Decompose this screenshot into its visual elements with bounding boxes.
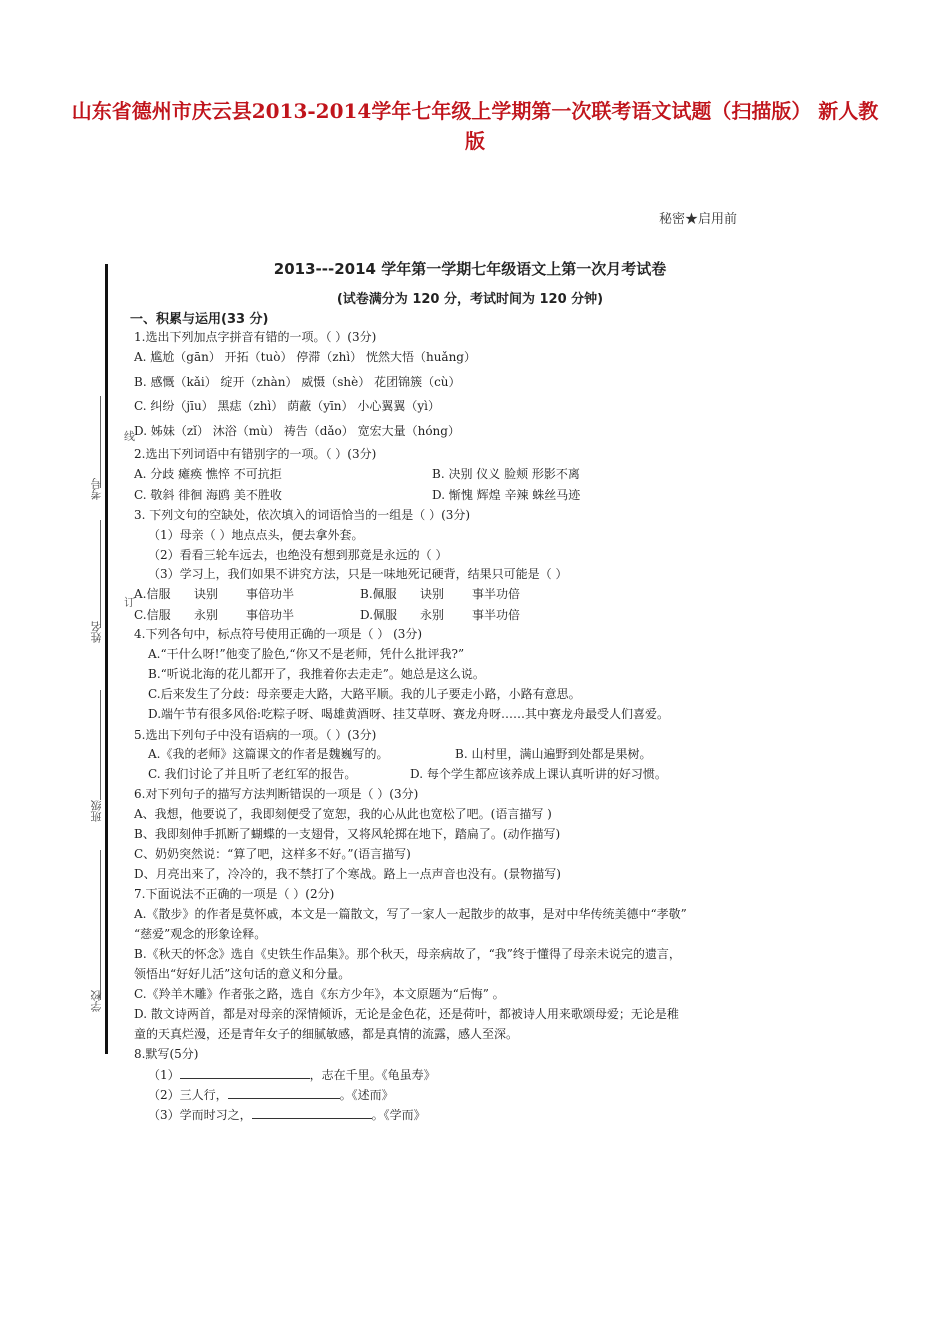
fill-blank[interactable] — [228, 1086, 340, 1099]
document-title: 山东省德州市庆云县2013-2014学年七年级上学期第一次联考语文试题（扫描版） 新人教版 — [71, 99, 879, 153]
side-label-exam-number: 考号 — [90, 478, 103, 500]
section-heading: 一、积累与运用(33 分) — [130, 312, 269, 327]
question-8-line-3 — [148, 1106, 426, 1123]
blank-prefix: （1） — [148, 1068, 180, 1082]
side-label-class: 班级 — [90, 800, 103, 822]
option-word: A.信服 — [134, 587, 171, 601]
question-7-option-c: C.《羚羊木雕》作者张之路，选自《东方少年》，本文原题为“后悔” 。 — [134, 987, 505, 1001]
question-6-option-d: D、月亮出来了，冷冷的，我不禁打了个寒战。路上一点声音也没有。(景物描写) — [134, 867, 561, 881]
question-6-option-b: B、我即刻伸手抓断了蝴蝶的一支翅骨，又将风轮掷在地下，踏扁了。(动作描写) — [134, 827, 561, 841]
option-word: 事半功倍 — [472, 608, 521, 622]
confidential-mark: 秘密★启用前 — [659, 212, 738, 227]
question-6-option-c: C、奶奶突然说：“算了吧，这样多不好。”(语言描写) — [134, 847, 411, 861]
question-5-option-c: C. 我们讨论了并且听了老红军的报告。 — [148, 767, 357, 781]
question-2-option-b: B. 决别 仪义 脸颊 形影不离 — [432, 467, 580, 481]
blank-suffix: 。《述而》 — [339, 1088, 394, 1102]
question-3-sentence-1: （1）母亲（ ）地点点头，便去拿外套。 — [148, 528, 364, 542]
side-label-school: 学校 — [90, 990, 103, 1012]
question-7-option-a: A.《散步》的作者是莫怀戚，本文是一篇散文，写了一家人一起散步的故事，是对中华传统美德中“孝敬” — [134, 907, 687, 921]
exam-subtitle: (试卷满分为 120 分，考试时间为 120 分钟) — [336, 292, 604, 307]
question-7-option-d: D. 散文诗两首，都是对母亲的深情倾诉，无论是金色花，还是荷叶，都被诗人用来歌颂母爱；无论是稚 — [134, 1007, 679, 1021]
side-blank-line — [100, 396, 101, 488]
question-7-option-b-cont: 领悟出“好好儿活”这句话的意义和分量。 — [134, 967, 351, 981]
question-3-sentence-3: （3）学习上，我们如果不讲究方法，只是一味地死记硬背，结果只可能是（ ） — [148, 567, 568, 581]
binding-line — [105, 264, 108, 1054]
fill-blank[interactable] — [180, 1066, 310, 1079]
blank-suffix: 。《学而》 — [371, 1108, 426, 1122]
question-3-stem: 3. 下列文句的空缺处，依次填入的词语恰当的一组是（ ）(3分) — [134, 508, 471, 522]
side-mark-bind: 订 — [124, 596, 135, 609]
question-2-option-d: D. 惭愧 辉煌 辛辣 蛛丝马迹 — [432, 488, 581, 502]
question-3-sentence-2: （2）看看三轮车远去，也绝没有想到那竟是永远的（ ） — [148, 548, 448, 562]
question-1-option-d: D. 姊妹（zǐ） 沐浴（mù） 祷告（dǎo） 宽宏大量（hóng） — [134, 424, 460, 438]
question-4-option-a: A.“干什么呀!”他变了脸色,“你又不是老师，凭什么批评我?” — [148, 647, 465, 661]
question-7-option-d-cont: 童的天真烂漫，还是青年女子的细腻敏感，都是真情的流露，感人至深。 — [134, 1027, 519, 1041]
option-word: 诀别 — [194, 587, 219, 601]
exam-title: 2013---2014 学年第一学期七年级语文上第一次月考试卷 — [273, 260, 667, 278]
question-1-option-c: C. 纠纷（jīu） 黑痣（zhì） 荫蔽（yīn） 小心翼翼（yì） — [134, 399, 440, 413]
question-7-stem: 7.下面说法不正确的一项是（ ）(2分) — [134, 887, 335, 901]
question-4-option-c: C.后来发生了分歧：母亲要走大路，大路平顺。我的儿子要走小路，小路有意思。 — [148, 687, 581, 701]
question-2-option-c: C. 敬斜 徘徊 海鸥 美不胜收 — [134, 488, 282, 502]
blank-prefix: （3）学而时习之， — [148, 1108, 252, 1122]
question-7-option-a-cont: “慈爱”观念的形象诠释。 — [134, 927, 267, 941]
option-word: 永别 — [420, 608, 445, 622]
question-4-option-d: D.端午节有很多风俗:吃粽子呀、喝雄黄酒呀、挂艾草呀、赛龙舟呀……其中赛龙舟最受人们喜爱。 — [148, 707, 670, 721]
side-blank-line — [100, 690, 101, 800]
option-word: C.信服 — [134, 608, 171, 622]
question-3-option-d — [360, 607, 520, 623]
question-3-option-a — [134, 586, 294, 602]
option-word: 永别 — [194, 608, 219, 622]
option-word: 诀别 — [420, 587, 445, 601]
question-8-stem: 8.默写(5分) — [134, 1047, 199, 1061]
question-3-option-b — [360, 586, 520, 602]
question-5-option-b: B. 山村里，满山遍野到处都是果树。 — [455, 747, 652, 761]
question-2-stem: 2.选出下列词语中有错别字的一项。（ ）(3分) — [134, 447, 377, 461]
question-1-option-b: B. 感慨（kǎi） 绽开（zhàn） 威慑（shè） 花团锦簇（cù） — [134, 375, 461, 389]
question-6-stem: 6.对下列句子的描写方法判断错误的一项是（ ）(3分) — [134, 787, 419, 801]
question-5-stem: 5.选出下列句子中没有语病的一项。（ ）(3分) — [134, 728, 377, 742]
question-6-option-a: A、我想，他要说了，我即刻便受了宽恕，我的心从此也宽松了吧。(语言描写 ) — [134, 807, 552, 821]
side-blank-line — [100, 850, 101, 1000]
question-7-option-b: B.《秋天的怀念》选自《史铁生作品集》。那个秋天，母亲病故了，“我”终于懂得了母亲未说完的遗言， — [134, 947, 681, 961]
question-4-option-b: B.“听说北海的花儿都开了，我推着你去走走”。她总是这么说。 — [148, 667, 485, 681]
question-1-option-a: A. 尴尬（gān） 开拓（tuò） 停滞（zhì） 恍然大悟（huǎng） — [134, 350, 476, 364]
question-4-stem: 4.下列各句中，标点符号使用正确的一项是（ ） (3分) — [134, 627, 423, 641]
question-1-stem: 1.选出下列加点字拼音有错的一项。（ ）(3分) — [134, 330, 377, 344]
fill-blank[interactable] — [252, 1106, 372, 1119]
question-8-line-1 — [148, 1066, 436, 1083]
blank-suffix: ，志在千里。《龟虽寿》 — [309, 1068, 436, 1082]
question-8-line-2 — [148, 1086, 394, 1103]
option-word: 事倍功半 — [246, 608, 295, 622]
question-5-option-a: A.《我的老师》这篇课文的作者是魏巍写的。 — [148, 747, 389, 761]
side-mark-line: 线 — [124, 430, 135, 443]
question-2-option-a: A. 分歧 瘫痪 憔悴 不可抗拒 — [134, 467, 282, 481]
question-5-option-d: D. 每个学生都应该养成上课认真听讲的好习惯。 — [410, 767, 667, 781]
option-word: 事倍功半 — [246, 587, 295, 601]
option-word: B.佩服 — [360, 587, 397, 601]
question-3-option-c — [134, 607, 294, 623]
side-label-name: 姓名 — [90, 621, 103, 643]
option-word: D.佩服 — [360, 608, 398, 622]
option-word: 事半功倍 — [472, 587, 521, 601]
side-blank-line — [100, 520, 101, 628]
blank-prefix: （2）三人行， — [148, 1088, 228, 1102]
